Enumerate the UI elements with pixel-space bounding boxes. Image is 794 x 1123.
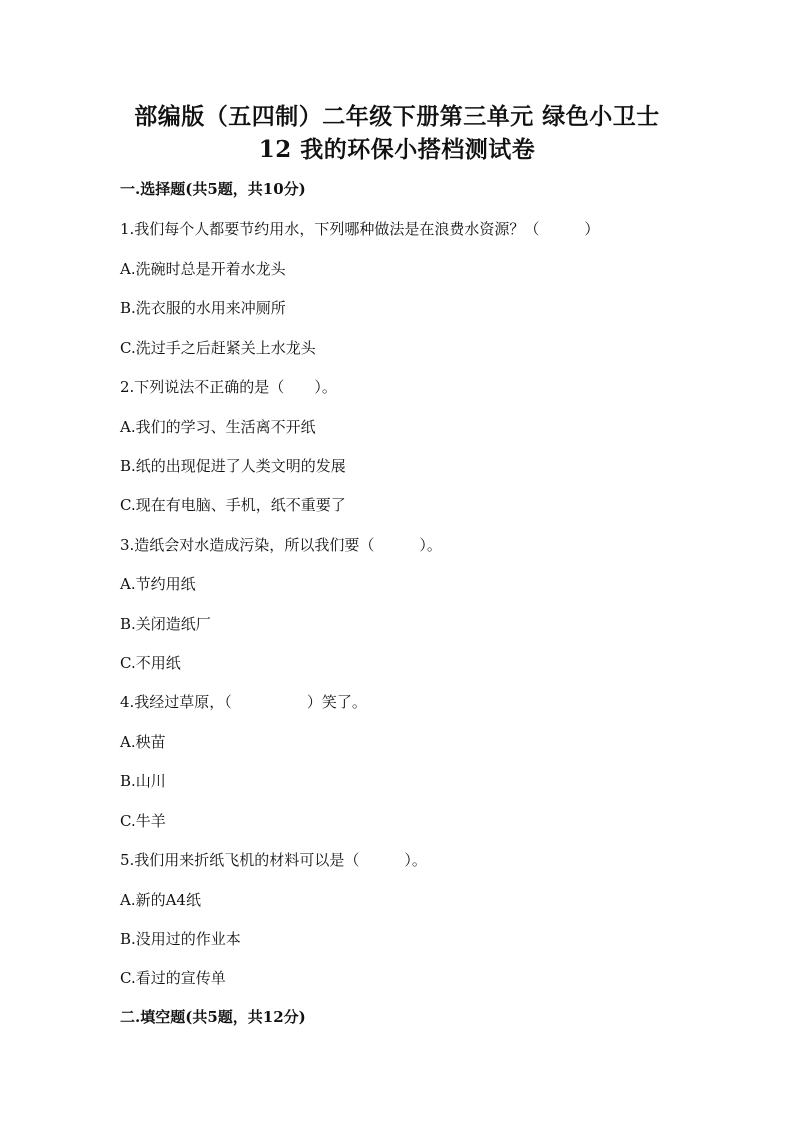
answer-option: A.节约用纸	[120, 575, 196, 593]
answer-option: A.新的A4纸	[120, 891, 201, 909]
question-stem: 1.我们每个人都要节约用水，下列哪种做法是在浪费水资源？（ ）	[120, 220, 600, 238]
answer-option: C.现在有电脑、手机，纸不重要了	[120, 496, 346, 514]
answer-option: A.洗碗时总是开着水龙头	[120, 260, 286, 278]
question-stem: 5.我们用来折纸飞机的材料可以是（ ）。	[120, 851, 427, 869]
question-stem: 4.我经过草原，（ ）笑了。	[120, 693, 367, 711]
section-heading-fill-in-blank: 二.填空题(共5题，共12分)	[120, 1008, 306, 1026]
answer-option: B.没用过的作业本	[120, 930, 241, 948]
answer-option: A.秧苗	[120, 733, 166, 751]
answer-option: C.牛羊	[120, 812, 166, 830]
question-stem: 3.造纸会对水造成污染，所以我们要（ ）。	[120, 536, 442, 554]
answer-option: B.关闭造纸厂	[120, 615, 211, 633]
exam-title-line-1: 部编版（五四制）二年级下册第三单元 绿色小卫士	[134, 103, 660, 130]
answer-option: A.我们的学习、生活离不开纸	[120, 418, 316, 436]
question-stem: 2.下列说法不正确的是（ ）。	[120, 378, 337, 396]
answer-option: C.看过的宣传单	[120, 969, 226, 987]
answer-option: B.洗衣服的水用来冲厕所	[120, 299, 286, 317]
exam-title-line-2: 12 我的环保小搭档测试卷	[258, 136, 536, 163]
answer-option: B.纸的出现促进了人类文明的发展	[120, 457, 346, 475]
answer-option: B.山川	[120, 772, 166, 790]
section-heading-multiple-choice: 一.选择题(共5题，共10分)	[120, 180, 306, 198]
answer-option: C.洗过手之后赶紧关上水龙头	[120, 339, 316, 357]
answer-option: C.不用纸	[120, 654, 181, 672]
